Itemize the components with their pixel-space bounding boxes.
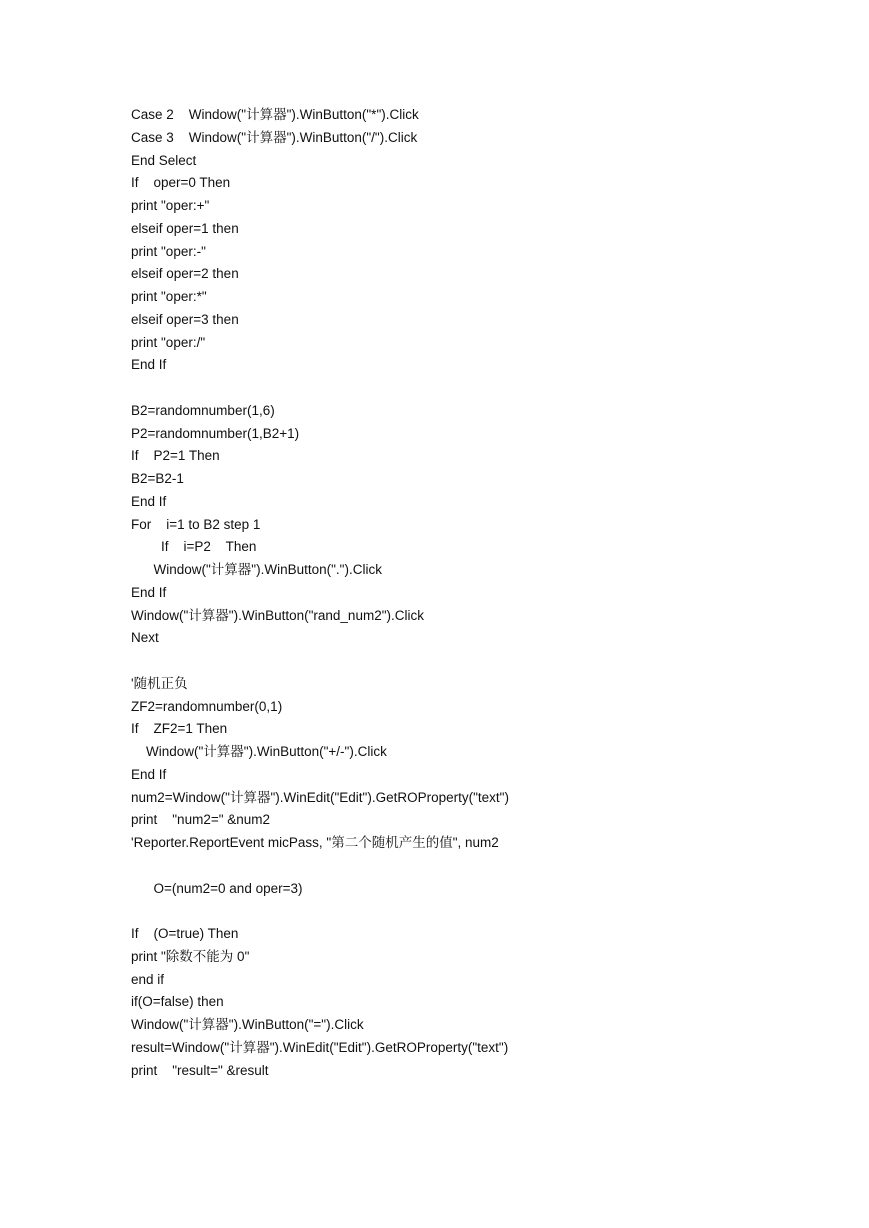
code-line: Window("计算器").WinButton(".").Click: [131, 562, 382, 577]
code-line: If oper=0 Then: [131, 175, 231, 191]
code-line: print "oper:+": [131, 198, 210, 213]
code-line: elseif oper=2 then: [131, 266, 239, 282]
code-line: If i=P2 Then: [131, 539, 257, 555]
comment-line: '随机正负: [131, 675, 188, 691]
blank-line: [131, 377, 831, 400]
comment-line: 'Reporter.ReportEvent micPass, "第二个随机产生的值", num2: [131, 835, 499, 850]
code-line: End If: [131, 493, 167, 509]
code-line: End Select: [131, 152, 197, 168]
code-line: num2=Window("计算器").WinEdit("Edit").GetROProperty("text"): [131, 789, 509, 805]
code-line: ZF2=randomnumber(0,1): [131, 698, 283, 714]
code-line: print "oper:/": [131, 334, 206, 350]
code-line: End If: [131, 584, 167, 600]
code-line: result=Window("计算器").WinEdit("Edit").GetROProperty("text"): [131, 1039, 509, 1055]
code-line: If (O=true) Then: [131, 926, 239, 941]
code-line: Window("计算器").WinButton("rand_num2").Click: [131, 607, 424, 623]
code-line: elseif oper=3 then: [131, 311, 239, 327]
code-line: Window("计算器").WinButton("+/-").Click: [131, 744, 387, 759]
blank-line: [131, 900, 831, 923]
code-line: End If: [131, 357, 167, 373]
code-line: print "oper:-": [131, 243, 206, 259]
code-line: print "除数不能为 0": [131, 948, 250, 964]
code-line: elseif oper=1 then: [131, 220, 239, 236]
code-line: End If: [131, 766, 167, 782]
code-line: Case 3 Window("计算器").WinButton("/").Click: [131, 129, 418, 145]
code-line: print "oper:*": [131, 289, 207, 304]
code-line: P2=randomnumber(1,B2+1): [131, 425, 300, 441]
code-line: Case 2 Window("计算器").WinButton("*").Click: [131, 107, 419, 122]
code-line: O=(num2=0 and oper=3): [131, 880, 303, 896]
blank-line: [131, 650, 831, 673]
code-listing: [131, 104, 831, 1082]
code-line: print "num2=" &num2: [131, 812, 271, 828]
code-line: If ZF2=1 Then: [131, 721, 228, 737]
code-line: end if: [131, 971, 165, 987]
code-line: B2=randomnumber(1,6): [131, 402, 275, 418]
code-line: If P2=1 Then: [131, 448, 220, 464]
code-line: Next: [131, 630, 159, 646]
blank-line: [131, 855, 831, 878]
code-line: if(O=false) then: [131, 994, 224, 1010]
code-line: Window("计算器").WinButton("=").Click: [131, 1017, 364, 1032]
code-line: print "result=" &result: [131, 1062, 269, 1078]
code-line: For i=1 to B2 step 1: [131, 516, 261, 532]
code-line: B2=B2-1: [131, 471, 184, 486]
